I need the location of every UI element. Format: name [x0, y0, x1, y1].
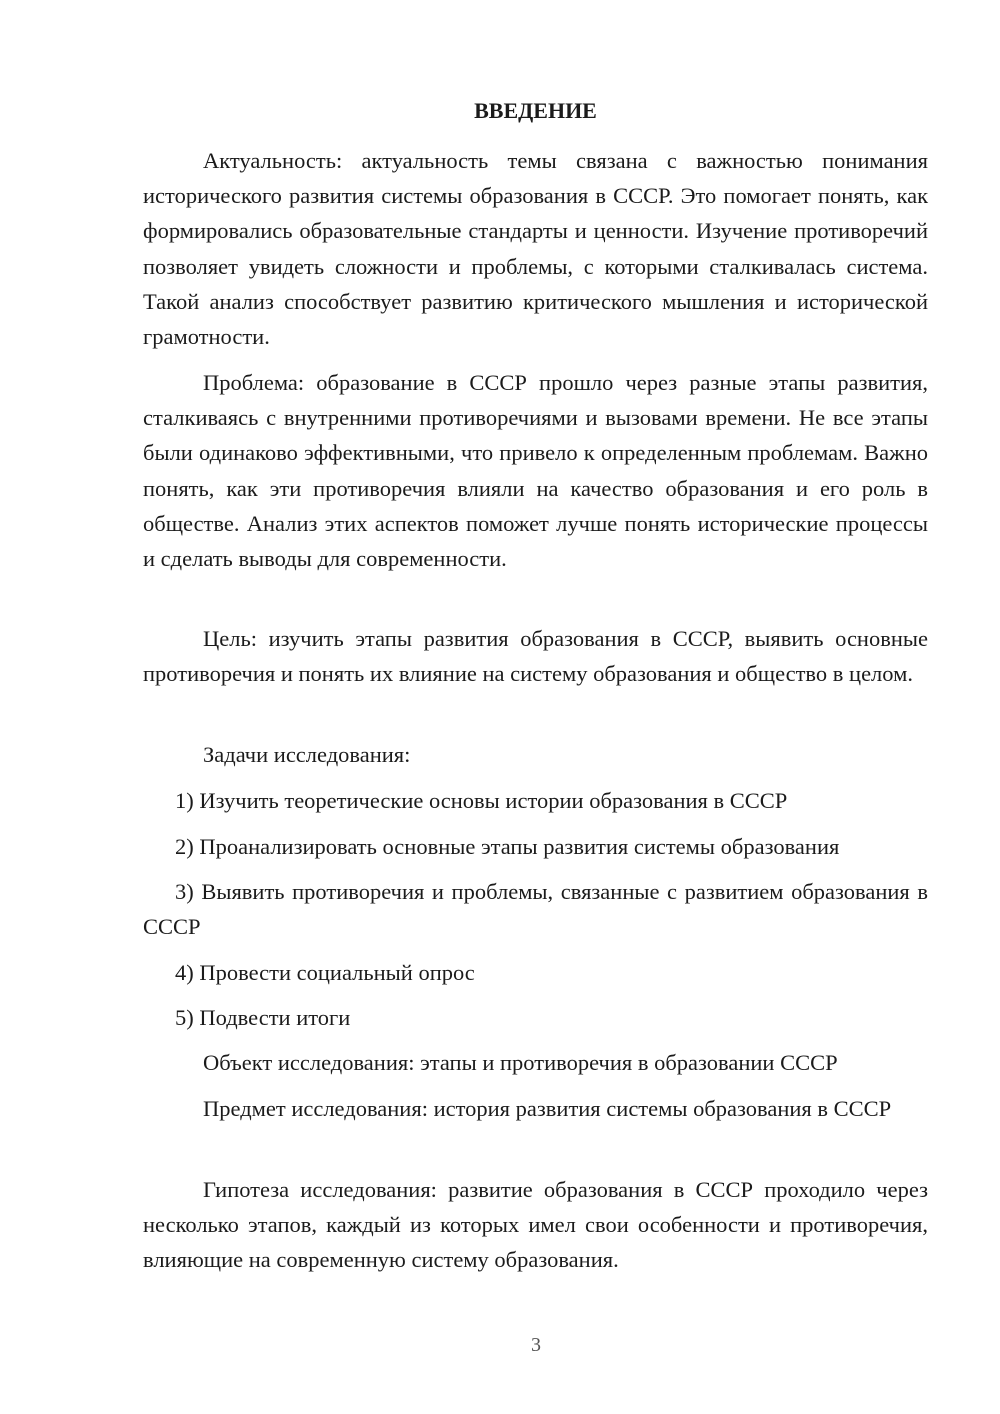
task-item: 2) Проанализировать основные этапы развития системы образования — [175, 834, 840, 859]
paragraph-object: Объект исследования: этапы и противоречия в образовании СССР — [203, 1050, 838, 1075]
task-item: 4) Провести социальный опрос — [175, 960, 475, 985]
task-item: 3) Выявить противоречия и проблемы, связанные с развитием образования в СССР — [143, 879, 928, 940]
paragraph-hypothesis: Гипотеза исследования: развитие образования в СССР проходило через несколько этапов, каждый из которых имел свои особенности и противоречия, влияющие на современную систему образования. — [143, 1177, 928, 1273]
paragraph-subject: Предмет исследования: история развития системы образования в СССР — [203, 1096, 892, 1121]
paragraph-relevance: Актуальность: актуальность темы связана с важностью понимания исторического развития системы образования в СССР. Это помогает понять, как формировались образовательные стандарты и ценности. Изучение противоречий позволяет увидеть сложности и проблемы, с которыми сталкивалась система. Такой анализ способствует развитию критического мышления и исторической грамотности. — [143, 148, 928, 350]
paragraph-goal: Цель: изучить этапы развития образования в СССР, выявить основные противоречия и понять их влияние на систему образования и общество в целом. — [143, 626, 928, 687]
paragraph-problem: Проблема: образование в СССР прошло через разные этапы развития, сталкиваясь с внутренними противоречиями и вызовами времени. Не все этапы были одинаково эффективными, что привело к определенным проблемам. Важно понять, как эти противоречия влияли на качество образования и его роль в обществе. Анализ этих аспектов поможет лучше понять исторические процессы и сделать выводы для современности. — [143, 370, 928, 572]
tasks-heading: Задачи исследования: — [203, 742, 411, 767]
task-item: 5) Подвести итоги — [175, 1005, 351, 1030]
page-title: ВВЕДЕНИЕ — [474, 98, 597, 123]
page-number: 3 — [531, 1334, 541, 1356]
task-item: 1) Изучить теоретические основы истории образования в СССР — [175, 788, 788, 813]
